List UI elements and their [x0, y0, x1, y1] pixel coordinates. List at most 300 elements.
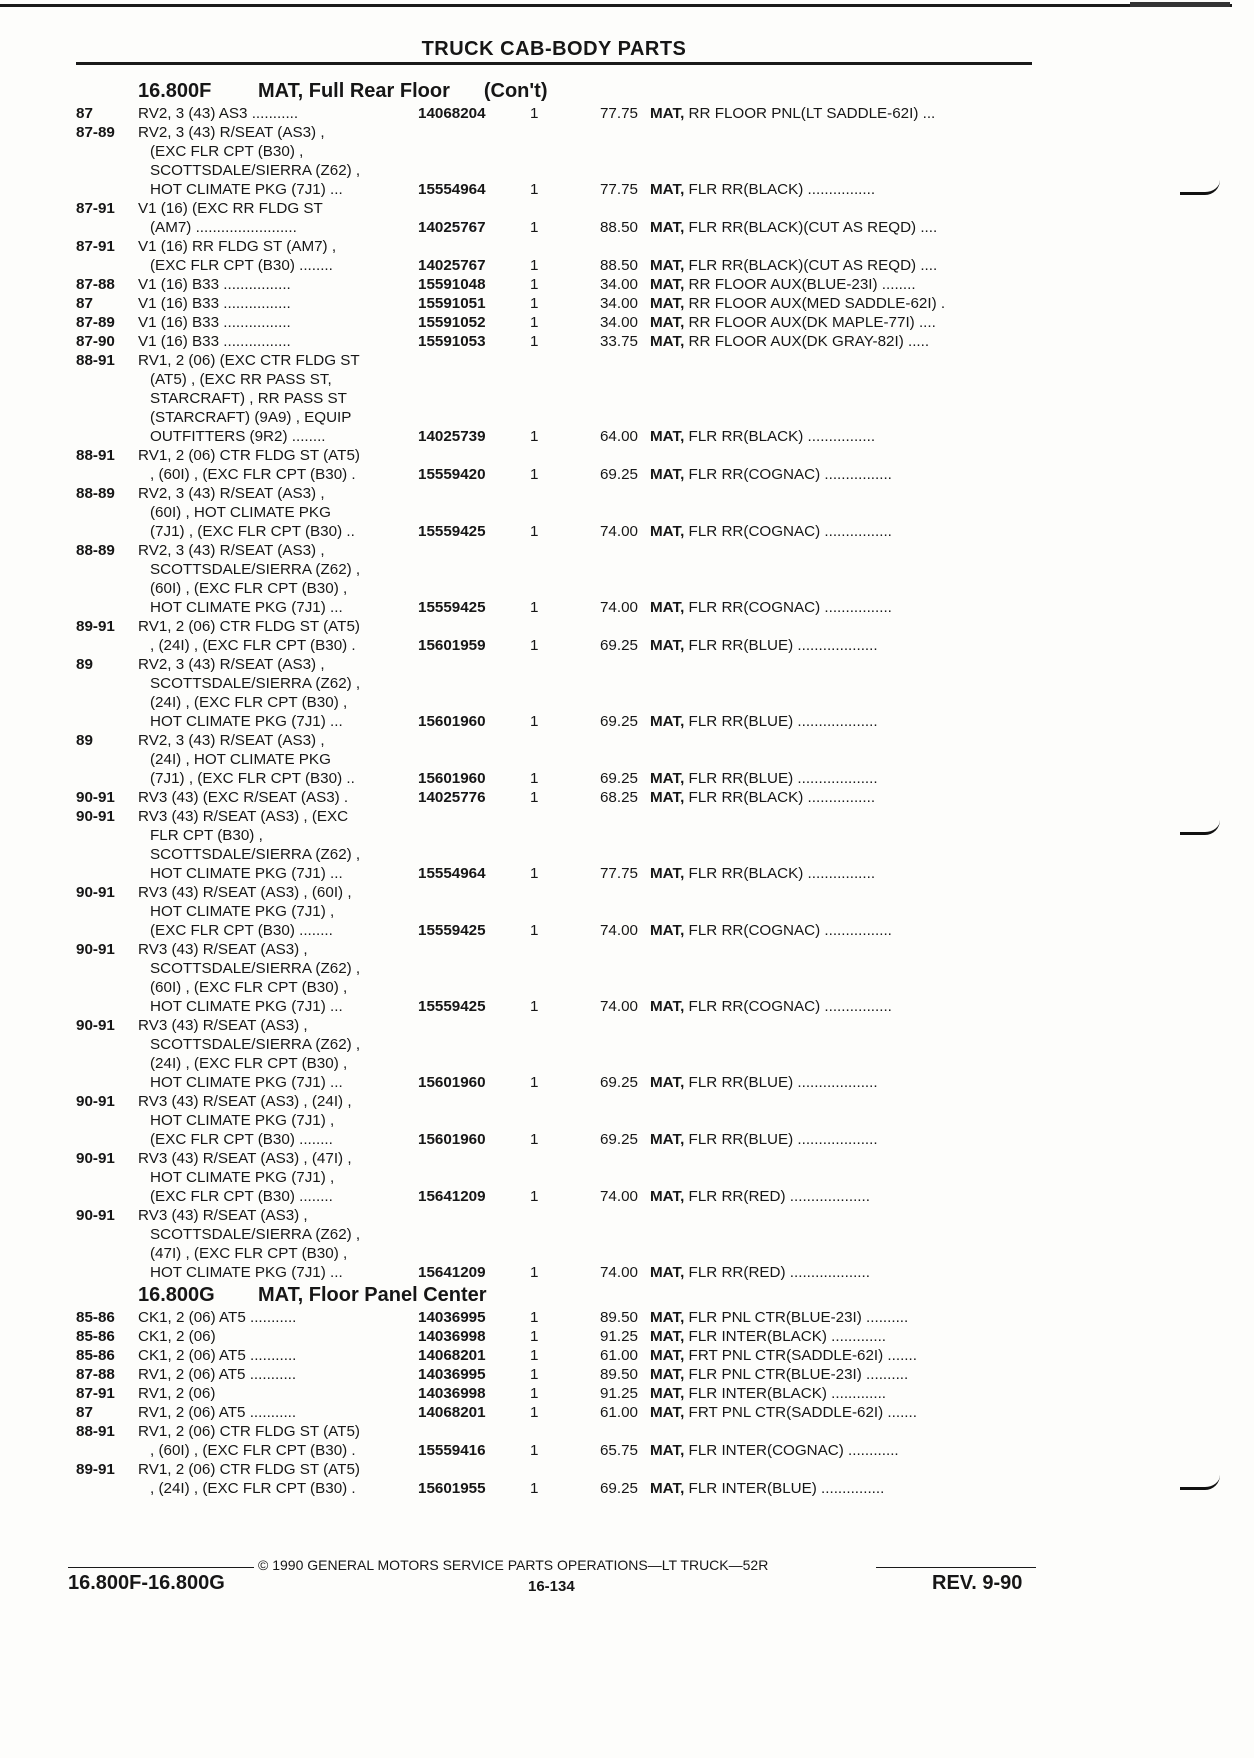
part-entry [76, 104, 1036, 123]
part-description-text: FLR RR(BLACK) ................ [688, 789, 876, 806]
quantity: 1 [530, 637, 539, 654]
application-description [138, 1346, 418, 1365]
application-description [138, 332, 418, 351]
part-type-label: MAT, [650, 295, 685, 312]
part-number: 14068204 [418, 105, 486, 122]
parts-catalog [76, 78, 1036, 1498]
description-line: RV3 (43) R/SEAT (AS3) , [138, 1207, 308, 1224]
quantity: 1 [530, 770, 539, 787]
part-entry [76, 883, 1036, 940]
part-description-text: FLR RR(BLUE) ................... [688, 1074, 878, 1091]
description-line: RV2, 3 (43) R/SEAT (AS3) , [138, 732, 325, 749]
part-number: 14036998 [418, 1385, 486, 1402]
application-description [138, 1460, 418, 1498]
quantity: 1 [530, 1131, 539, 1148]
part-entry [76, 807, 1036, 883]
price: 34.00 [599, 295, 638, 312]
model-year: 90-91 [76, 1093, 115, 1110]
part-description-text: FLR RR(COGNAC) ................ [688, 466, 892, 483]
part-type-label: MAT, [650, 922, 685, 939]
application-description [138, 294, 418, 313]
model-year: 87-89 [76, 124, 115, 141]
part-number: 15601960 [418, 1074, 486, 1091]
footer-copyright: © 1990 GENERAL MOTORS SERVICE PARTS OPERATIONS—LT TRUCK—52R [258, 1557, 769, 1573]
part-type-label: MAT, [650, 1385, 685, 1402]
description-line: RV1, 2 (06) [138, 1385, 216, 1402]
application-description [138, 104, 418, 123]
model-year: 87 [76, 1404, 93, 1421]
part-number: 15601955 [418, 1480, 486, 1497]
price: 74.00 [599, 998, 638, 1015]
price: 64.00 [599, 428, 638, 445]
price: 77.75 [599, 865, 638, 882]
part-description-text: RR FLOOR AUX(BLUE-23I) ........ [688, 276, 916, 293]
part-type-label: MAT, [650, 1309, 685, 1326]
application-description [138, 1403, 418, 1422]
quantity: 1 [530, 713, 539, 730]
description-line: (60I) , HOT CLIMATE PKG [150, 504, 331, 521]
description-line: SCOTTSDALE/SIERRA (Z62) , [150, 1226, 361, 1243]
description-line: HOT CLIMATE PKG (7J1) ... [150, 1074, 343, 1091]
part-description [650, 218, 1030, 237]
application-description [138, 541, 418, 617]
model-year: 90-91 [76, 1207, 115, 1224]
part-description-text: FRT PNL CTR(SADDLE-62I) ....... [688, 1404, 917, 1421]
part-number: 15591051 [418, 295, 486, 312]
part-type-label: MAT, [650, 1404, 685, 1421]
model-year: 87-88 [76, 1366, 115, 1383]
price: 88.50 [599, 257, 638, 274]
model-year: 90-91 [76, 1017, 115, 1034]
part-description-text: RR FLOOR PNL(LT SADDLE-62I) ... [688, 105, 936, 122]
part-description-text: FLR RR(RED) ................... [688, 1188, 870, 1205]
part-description [650, 294, 1030, 313]
application-description [138, 655, 418, 731]
description-line: SCOTTSDALE/SIERRA (Z62) , [150, 960, 361, 977]
description-line: , (60I) , (EXC FLR CPT (B30) . [150, 1442, 356, 1459]
price: 74.00 [599, 1264, 638, 1281]
description-line: , (24I) , (EXC FLR CPT (B30) . [150, 1480, 356, 1497]
description-line: RV1, 2 (06) CTR FLDG ST (AT5) [138, 618, 360, 635]
part-description [650, 598, 1030, 617]
description-line: (EXC FLR CPT (B30) ........ [150, 1131, 333, 1148]
description-line: HOT CLIMATE PKG (7J1) ... [150, 1264, 343, 1281]
price: 69.25 [599, 1480, 638, 1497]
part-entry [76, 123, 1036, 199]
part-description [650, 256, 1030, 275]
part-type-label: MAT, [650, 599, 685, 616]
application-description [138, 199, 418, 237]
description-line: (47I) , (EXC FLR CPT (B30) , [150, 1245, 348, 1262]
description-line: SCOTTSDALE/SIERRA (Z62) , [150, 675, 361, 692]
model-year: 90-91 [76, 1150, 115, 1167]
model-year: 89-91 [76, 1461, 115, 1478]
application-description [138, 1206, 418, 1282]
part-number: 15559420 [418, 466, 486, 483]
description-line: (STARCRAFT) (9A9) , EQUIP [150, 409, 352, 426]
quantity: 1 [530, 295, 539, 312]
price: 74.00 [599, 922, 638, 939]
part-description-text: FLR PNL CTR(BLUE-23I) .......... [688, 1309, 909, 1326]
price: 69.25 [599, 466, 638, 483]
description-line: RV3 (43) R/SEAT (AS3) , (60I) , [138, 884, 352, 901]
description-line: SCOTTSDALE/SIERRA (Z62) , [150, 1036, 361, 1053]
price: 89.50 [599, 1309, 638, 1326]
part-description [650, 636, 1030, 655]
part-description [650, 522, 1030, 541]
part-description-text: RR FLOOR AUX(DK GRAY-82I) ..... [688, 333, 930, 350]
description-line: HOT CLIMATE PKG (7J1) ... [150, 713, 343, 730]
part-description [650, 332, 1030, 351]
part-type-label: MAT, [650, 276, 685, 293]
part-description [650, 104, 1030, 123]
description-line: SCOTTSDALE/SIERRA (Z62) , [150, 162, 361, 179]
part-type-label: MAT, [650, 1188, 685, 1205]
part-entry [76, 1346, 1036, 1365]
quantity: 1 [530, 1366, 539, 1383]
description-line: CK1, 2 (06) AT5 ........... [138, 1309, 297, 1326]
description-line: RV2, 3 (43) R/SEAT (AS3) , [138, 124, 325, 141]
model-year: 90-91 [76, 789, 115, 806]
model-year: 87-91 [76, 1385, 115, 1402]
part-entry [76, 1460, 1036, 1498]
quantity: 1 [530, 998, 539, 1015]
description-line: , (24I) , (EXC FLR CPT (B30) . [150, 637, 356, 654]
part-entry [76, 484, 1036, 541]
price: 61.00 [599, 1404, 638, 1421]
section-code: 16.800G [138, 1284, 215, 1306]
part-number: 14068201 [418, 1347, 486, 1364]
quantity: 1 [530, 1309, 539, 1326]
price: 74.00 [599, 1188, 638, 1205]
application-description [138, 1016, 418, 1092]
page-header: TRUCK CAB-BODY PARTS [421, 38, 687, 60]
description-line: RV3 (43) R/SEAT (AS3) , [138, 941, 308, 958]
section-name: MAT, Floor Panel Center [258, 1284, 487, 1306]
part-entry [76, 655, 1036, 731]
part-type-label: MAT, [650, 333, 685, 350]
part-description [650, 1365, 1030, 1384]
part-description [650, 1187, 1030, 1206]
model-year: 87-91 [76, 238, 115, 255]
application-description [138, 1365, 418, 1384]
part-type-label: MAT, [650, 523, 685, 540]
quantity: 1 [530, 105, 539, 122]
model-year: 88-89 [76, 485, 115, 502]
model-year: 85-86 [76, 1347, 115, 1364]
part-number: 15601960 [418, 1131, 486, 1148]
description-line: (24I) , HOT CLIMATE PKG [150, 751, 331, 768]
part-number: 14025767 [418, 257, 486, 274]
quantity: 1 [530, 314, 539, 331]
part-description-text: RR FLOOR AUX(DK MAPLE-77I) .... [688, 314, 936, 331]
part-type-label: MAT, [650, 466, 685, 483]
price: 69.25 [599, 770, 638, 787]
part-description-text: FLR RR(COGNAC) ................ [688, 922, 892, 939]
part-number: 14036995 [418, 1366, 486, 1383]
description-line: V1 (16) B33 ................ [138, 333, 291, 350]
part-description [650, 1308, 1030, 1327]
application-description [138, 123, 418, 199]
binder-ring-mark [1180, 820, 1220, 835]
price: 88.50 [599, 219, 638, 236]
part-type-label: MAT, [650, 428, 685, 445]
section-title [76, 78, 1036, 104]
price: 61.00 [599, 1347, 638, 1364]
quantity: 1 [530, 1347, 539, 1364]
description-line: RV1, 2 (06) CTR FLDG ST (AT5) [138, 1423, 360, 1440]
model-year: 90-91 [76, 808, 115, 825]
quantity: 1 [530, 922, 539, 939]
part-number: 15559425 [418, 998, 486, 1015]
part-number: 14025767 [418, 219, 486, 236]
price: 33.75 [599, 333, 638, 350]
part-description [650, 1441, 1030, 1460]
price: 89.50 [599, 1366, 638, 1383]
part-type-label: MAT, [650, 865, 685, 882]
part-type-label: MAT, [650, 1074, 685, 1091]
part-type-label: MAT, [650, 713, 685, 730]
part-number: 15554964 [418, 865, 486, 882]
quantity: 1 [530, 333, 539, 350]
part-description-text: FLR RR(COGNAC) ................ [688, 998, 892, 1015]
part-type-label: MAT, [650, 1442, 685, 1459]
description-line: RV2, 3 (43) AS3 ........... [138, 105, 299, 122]
part-type-label: MAT, [650, 1347, 685, 1364]
part-entry [76, 1206, 1036, 1282]
quantity: 1 [530, 523, 539, 540]
part-entry [76, 1384, 1036, 1403]
price: 34.00 [599, 314, 638, 331]
section-continued: (Con't) [483, 80, 548, 102]
part-entry [76, 199, 1036, 237]
part-entry [76, 731, 1036, 788]
part-description [650, 921, 1030, 940]
part-entry [76, 541, 1036, 617]
part-description-text: FLR INTER(BLACK) ............. [688, 1328, 887, 1345]
part-description [650, 1403, 1030, 1422]
description-line: CK1, 2 (06) AT5 ........... [138, 1347, 297, 1364]
description-line: V1 (16) (EXC RR FLDG ST [138, 200, 323, 217]
section-name: MAT, Full Rear Floor [258, 80, 450, 102]
part-type-label: MAT, [650, 789, 685, 806]
part-description [650, 1073, 1030, 1092]
description-line: (60I) , (EXC FLR CPT (B30) , [150, 979, 348, 996]
model-year: 87-90 [76, 333, 115, 350]
footer-revision: REV. 9-90 [932, 1572, 1023, 1594]
quantity: 1 [530, 1188, 539, 1205]
part-number: 15591048 [418, 276, 486, 293]
part-description-text: FLR RR(BLUE) ................... [688, 713, 878, 730]
application-description [138, 731, 418, 788]
part-type-label: MAT, [650, 1366, 685, 1383]
application-description [138, 1308, 418, 1327]
description-line: SCOTTSDALE/SIERRA (Z62) , [150, 561, 361, 578]
part-entry [76, 1149, 1036, 1206]
description-line: RV3 (43) R/SEAT (AS3) , (EXC [138, 808, 349, 825]
quantity: 1 [530, 1404, 539, 1421]
application-description [138, 807, 418, 883]
quantity: 1 [530, 1480, 539, 1497]
price: 91.25 [599, 1385, 638, 1402]
part-description [650, 1479, 1030, 1498]
part-description-text: FLR INTER(COGNAC) ............ [688, 1442, 899, 1459]
quantity: 1 [530, 428, 539, 445]
part-entry [76, 294, 1036, 313]
description-line: SCOTTSDALE/SIERRA (Z62) , [150, 846, 361, 863]
part-number: 15559425 [418, 523, 486, 540]
part-entry [76, 1422, 1036, 1460]
part-description [650, 788, 1030, 807]
description-line: HOT CLIMATE PKG (7J1) , [150, 1112, 335, 1129]
price: 34.00 [599, 276, 638, 293]
model-year: 88-91 [76, 447, 115, 464]
quantity: 1 [530, 599, 539, 616]
part-entry [76, 313, 1036, 332]
part-number: 15591053 [418, 333, 486, 350]
description-line: RV2, 3 (43) R/SEAT (AS3) , [138, 542, 325, 559]
part-description [650, 1263, 1030, 1282]
model-year: 89 [76, 732, 93, 749]
application-description [138, 617, 418, 655]
quantity: 1 [530, 1328, 539, 1345]
part-type-label: MAT, [650, 105, 685, 122]
part-description-text: FLR RR(COGNAC) ................ [688, 523, 892, 540]
description-line: STARCRAFT) , RR PASS ST [150, 390, 347, 407]
footer-rule-right [876, 1567, 1036, 1568]
description-line: RV2, 3 (43) R/SEAT (AS3) , [138, 485, 325, 502]
part-description [650, 1384, 1030, 1403]
part-description-text: FLR RR(BLUE) ................... [688, 770, 878, 787]
description-line: FLR CPT (B30) , [150, 827, 263, 844]
part-description [650, 427, 1030, 446]
section-code: 16.800F [138, 80, 212, 102]
part-description-text: FLR RR(BLACK)(CUT AS REQD) .... [688, 257, 938, 274]
description-line: (24I) , (EXC FLR CPT (B30) , [150, 694, 348, 711]
part-entry [76, 1308, 1036, 1327]
description-line: RV3 (43) R/SEAT (AS3) , [138, 1017, 308, 1034]
part-description [650, 997, 1030, 1016]
description-line: RV1, 2 (06) AT5 ........... [138, 1366, 297, 1383]
part-number: 14036995 [418, 1309, 486, 1326]
part-type-label: MAT, [650, 637, 685, 654]
top-rule [0, 4, 1232, 7]
quantity: 1 [530, 1264, 539, 1281]
description-line: (AM7) ........................ [150, 219, 297, 236]
description-line: HOT CLIMATE PKG (7J1) ... [150, 599, 343, 616]
description-line: HOT CLIMATE PKG (7J1) ... [150, 181, 343, 198]
application-description [138, 1384, 418, 1403]
part-description-text: RR FLOOR AUX(MED SADDLE-62I) . [688, 295, 946, 312]
model-year: 85-86 [76, 1328, 115, 1345]
model-year: 85-86 [76, 1309, 115, 1326]
part-number: 15559425 [418, 922, 486, 939]
price: 68.25 [599, 789, 638, 806]
quantity: 1 [530, 1074, 539, 1091]
application-description [138, 275, 418, 294]
description-line: (AT5) , (EXC RR PASS ST, [150, 371, 332, 388]
part-description [650, 769, 1030, 788]
description-line: RV3 (43) (EXC R/SEAT (AS3) . [138, 789, 349, 806]
part-entry [76, 1327, 1036, 1346]
model-year: 90-91 [76, 941, 115, 958]
description-line: , (60I) , (EXC FLR CPT (B30) . [150, 466, 356, 483]
model-year: 87 [76, 295, 93, 312]
part-entry [76, 1365, 1036, 1384]
part-number: 15591052 [418, 314, 486, 331]
part-type-label: MAT, [650, 1480, 685, 1497]
part-entry [76, 237, 1036, 275]
part-type-label: MAT, [650, 1264, 685, 1281]
part-entry [76, 1092, 1036, 1149]
description-line: RV2, 3 (43) R/SEAT (AS3) , [138, 656, 325, 673]
part-entry [76, 940, 1036, 1016]
description-line: (60I) , (EXC FLR CPT (B30) , [150, 580, 348, 597]
part-description [650, 465, 1030, 484]
application-description [138, 940, 418, 1016]
part-number: 15641209 [418, 1188, 486, 1205]
part-type-label: MAT, [650, 257, 685, 274]
quantity: 1 [530, 1385, 539, 1402]
description-line: (EXC FLR CPT (B30) ........ [150, 922, 333, 939]
part-description-text: FLR RR(BLACK)(CUT AS REQD) .... [688, 219, 938, 236]
part-description [650, 1346, 1030, 1365]
part-entry [76, 332, 1036, 351]
part-entry [76, 788, 1036, 807]
part-type-label: MAT, [650, 1328, 685, 1345]
part-description-text: FLR RR(BLACK) ................ [688, 865, 876, 882]
part-number: 15601960 [418, 713, 486, 730]
part-entry [76, 351, 1036, 446]
part-description-text: FLR PNL CTR(BLUE-23I) .......... [688, 1366, 909, 1383]
part-description-text: FLR RR(RED) ................... [688, 1264, 870, 1281]
part-number: 14025776 [418, 789, 486, 806]
quantity: 1 [530, 219, 539, 236]
price: 91.25 [599, 1328, 638, 1345]
part-description [650, 712, 1030, 731]
price: 77.75 [599, 181, 638, 198]
description-line: RV1, 2 (06) (EXC CTR FLDG ST [138, 352, 360, 369]
description-line: (7J1) , (EXC FLR CPT (B30) .. [150, 770, 355, 787]
description-line: (7J1) , (EXC FLR CPT (B30) .. [150, 523, 355, 540]
part-description [650, 275, 1030, 294]
part-number: 14025739 [418, 428, 486, 445]
part-type-label: MAT, [650, 181, 685, 198]
model-year: 89 [76, 656, 93, 673]
price: 65.75 [599, 1442, 638, 1459]
binder-ring-mark [1180, 1475, 1220, 1490]
quantity: 1 [530, 1442, 539, 1459]
part-type-label: MAT, [650, 770, 685, 787]
binder-ring-mark [1180, 180, 1220, 195]
description-line: RV1, 2 (06) CTR FLDG ST (AT5) [138, 447, 360, 464]
quantity: 1 [530, 181, 539, 198]
footer-page-number: 16-134 [528, 1578, 575, 1595]
part-description [650, 864, 1030, 883]
price: 74.00 [599, 599, 638, 616]
description-line: V1 (16) B33 ................ [138, 295, 291, 312]
part-description-text: FLR INTER(BLACK) ............. [688, 1385, 887, 1402]
part-entry [76, 617, 1036, 655]
application-description [138, 484, 418, 541]
price: 77.75 [599, 105, 638, 122]
top-rule-end [1130, 2, 1230, 7]
header-rule [76, 62, 1032, 65]
price: 69.25 [599, 637, 638, 654]
description-line: (24I) , (EXC FLR CPT (B30) , [150, 1055, 348, 1072]
model-year: 88-89 [76, 542, 115, 559]
application-description [138, 1422, 418, 1460]
